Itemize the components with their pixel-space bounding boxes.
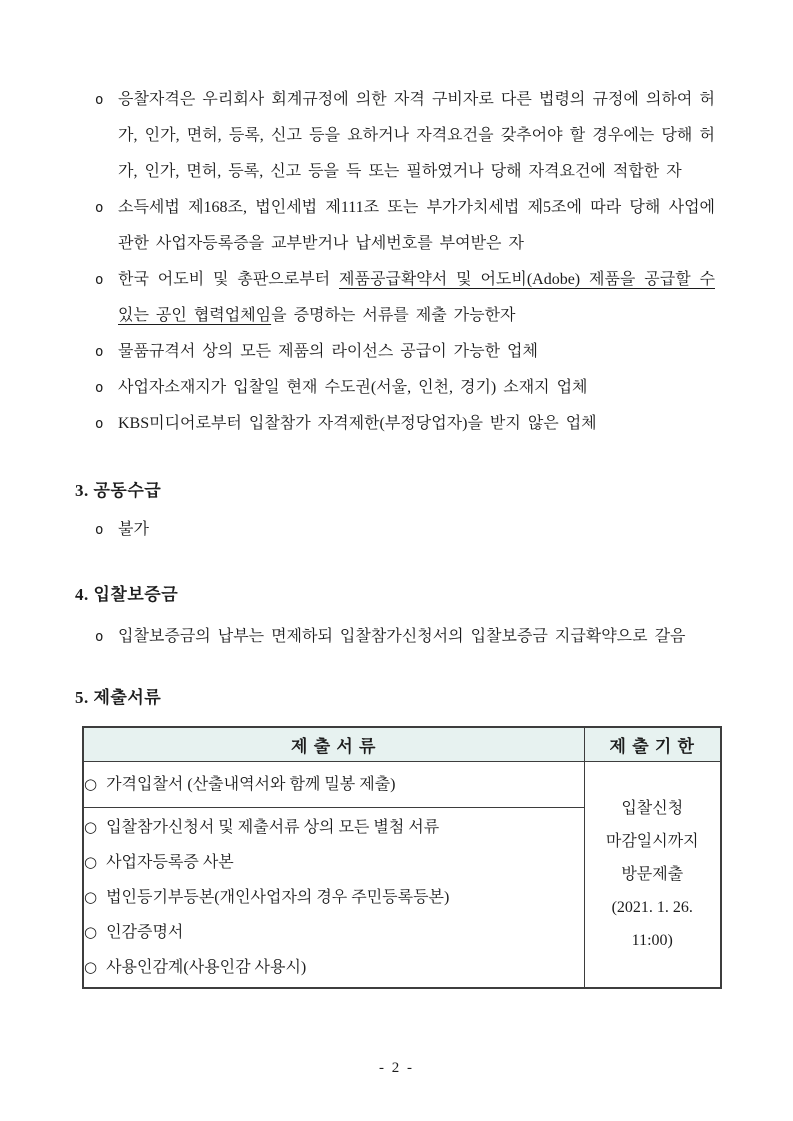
bullet-text: 사업자소재지가 입찰일 현재 수도권(서울, 인천, 경기) 소재지 업체 (118, 379, 588, 396)
table-cell-deadline (584, 762, 721, 989)
list-item (75, 190, 715, 262)
document-item-text: 인감증명서 (106, 924, 184, 941)
list-item (75, 406, 715, 442)
deadline-line: 마감일시까지 (605, 833, 699, 850)
table-header-deadline: 제 출 기 한 (584, 727, 721, 762)
joint-contract-bullet-list (75, 512, 715, 548)
bullet-text (118, 271, 715, 324)
deadline-line: 방문제출 (621, 866, 684, 883)
circle-marker: ○ (84, 818, 98, 836)
circle-marker: ○ (84, 853, 98, 871)
document-item-text: 입찰참가신청서 및 제출서류 상의 모든 별첨 서류 (106, 819, 440, 836)
deadline-line: 11:00) (631, 932, 673, 949)
table-cell-price-bid (83, 762, 584, 808)
document-item-text: 사용인감계(사용인감 사용시) (106, 959, 307, 976)
list-item (75, 619, 715, 655)
submission-documents-table (82, 726, 722, 989)
page-number: - 2 - (379, 1060, 414, 1076)
bullet-marker: o (95, 200, 104, 216)
list-item (75, 512, 715, 548)
bullet-text: 불가 (118, 521, 149, 538)
bullet-marker: o (95, 380, 104, 396)
list-item (75, 370, 715, 406)
circle-marker: ○ (84, 888, 98, 906)
bid-bond-bullet-list (75, 619, 715, 655)
document-item (84, 880, 584, 915)
circle-marker: ○ (84, 775, 98, 793)
deadline-line: (2021. 1. 26. (611, 899, 693, 916)
bullet-marker: o (95, 272, 104, 288)
bullet-marker: o (95, 344, 104, 360)
list-item (75, 82, 715, 190)
bullet-text: 응찰자격은 우리회사 회계규정에 의한 자격 구비자로 다른 법령의 규정에 의하여 허가, 인가, 면허, 등록, 신고 등을 요하거나 자격요건을 갖추어야 할 경우에는 당해 허가, 인가, 면허, 등록, 신고 등을 득 또는 필하였거나 당해 자격요건에 적합한 자 (118, 91, 715, 180)
document-item (84, 915, 584, 950)
document-item-text: 사업자등록증 사본 (106, 854, 234, 871)
bullet-text: 입찰보증금의 납부는 면제하되 입찰참가신청서의 입찰보증금 지급확약으로 갈음 (118, 628, 686, 645)
bullet-text-underlined: 제품공급확약서 및 어도비(Adobe) 제품을 공급할 수 있는 공인 협력업체임 (118, 271, 715, 324)
bullet-text: KBS미디어로부터 입찰참가 자격제한(부정당업자)을 받지 않은 업체 (118, 415, 597, 432)
bullet-marker: o (95, 416, 104, 432)
table-header-row (83, 727, 721, 762)
circle-marker: ○ (84, 923, 98, 941)
bullet-marker: o (95, 629, 104, 645)
document-item-text: 가격입찰서 (산출내역서와 함께 밀봉 제출) (106, 776, 396, 793)
document-item (84, 845, 584, 880)
table-header-documents: 제 출 서 류 (83, 727, 584, 762)
bullet-text-plain: 한국 어도비 및 총판으로부터 (118, 271, 340, 288)
section-heading-bid-bond: 4. 입찰보증금 (75, 585, 179, 604)
document-item (84, 810, 584, 845)
table-row (83, 762, 721, 808)
section-heading-joint-contract: 3. 공동수급 (75, 481, 162, 500)
list-item (75, 262, 715, 334)
bullet-text: 소득세법 제168조, 법인세법 제111조 또는 부가가치세법 제5조에 따라 당해 사업에 관한 사업자등록증을 교부받거나 납세번호를 부여받은 자 (118, 199, 715, 252)
bullet-text: 물품규격서 상의 모든 제품의 라이선스 공급이 가능한 업체 (118, 343, 538, 360)
bullet-marker: o (95, 522, 104, 538)
document-item (84, 776, 396, 793)
section-heading-submission-documents: 5. 제출서류 (75, 688, 162, 707)
document-item (84, 950, 584, 985)
list-item (75, 334, 715, 370)
deadline-line: 입찰신청 (621, 800, 684, 817)
circle-marker: ○ (84, 958, 98, 976)
table-cell-attachments (83, 808, 584, 989)
bullet-text-plain: 을 증명하는 서류를 제출 가능한자 (271, 307, 516, 324)
document-item-text: 법인등기부등본(개인사업자의 경우 주민등록등본) (106, 889, 450, 906)
qualification-bullet-list (75, 82, 715, 442)
bullet-marker: o (95, 92, 104, 108)
document-content (75, 82, 715, 989)
